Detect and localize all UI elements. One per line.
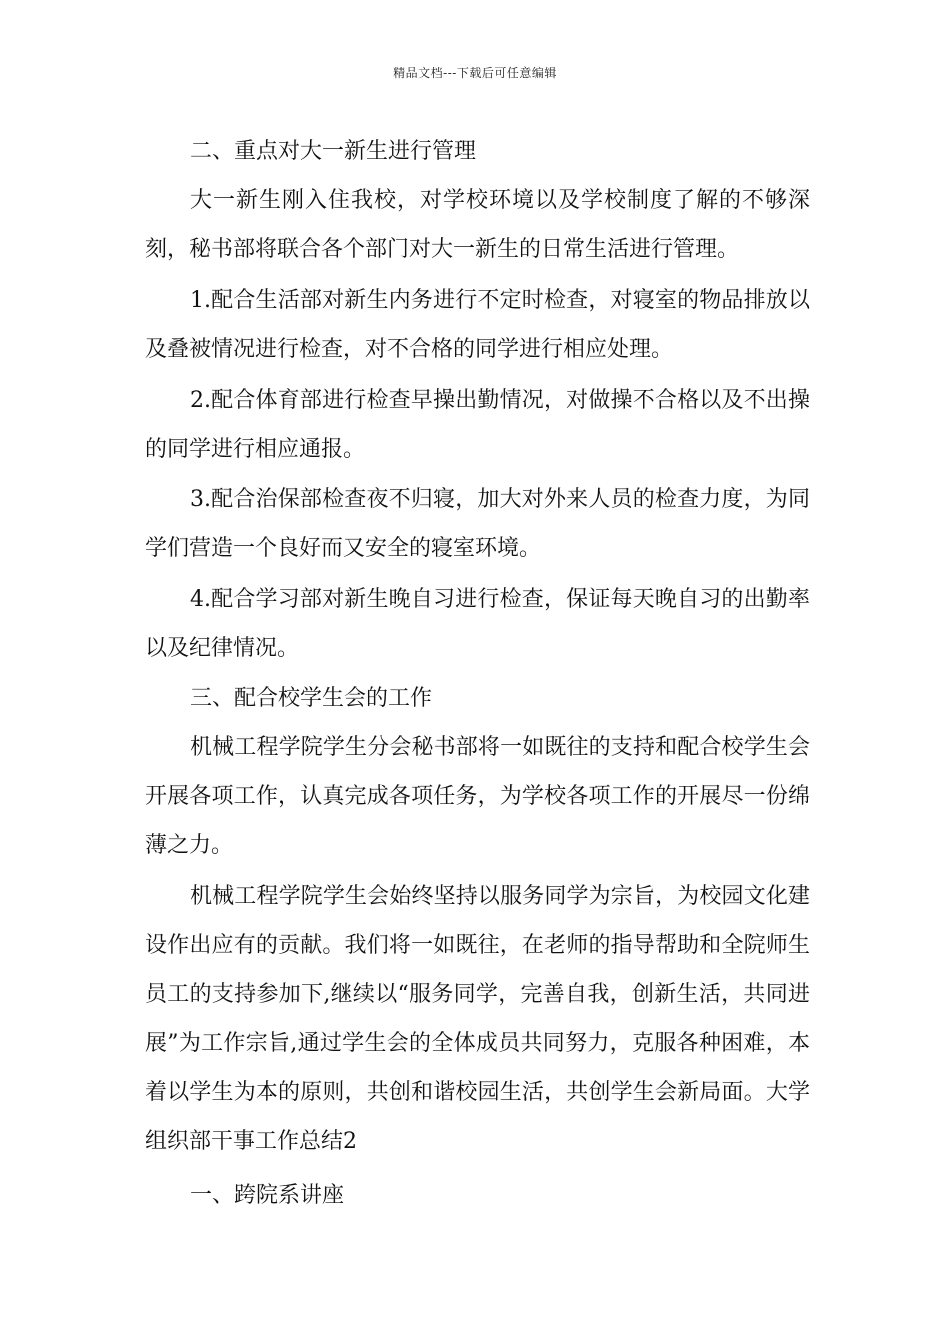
- list-item-1: 1.配合生活部对新生内务进行不定时检查，对寝室的物品排放以及叠被情况进行检查，对不合格的同学进行相应处理。: [145, 288, 810, 362]
- list-item-2: 2.配合体育部进行检查早操出勤情况，对做操不合格以及不出操的同学进行相应通报。: [145, 388, 810, 462]
- section-heading-3: 三、配合校学生会的工作: [190, 686, 433, 711]
- list-item-4: 4.配合学习部对新生晚自习进行检查，保证每天晚自习的出勤率以及纪律情况。: [145, 587, 810, 661]
- page-header: 精品文档---下载后可任意编辑: [393, 66, 557, 80]
- body-paragraph: 大一新生刚入住我校，对学校环境以及学校制度了解的不够深刻，秘书部将联合各个部门对大一新生的日常生活进行管理。: [145, 188, 810, 262]
- body-paragraph: 机械工程学院学生分会秘书部将一如既往的支持和配合校学生会开展各项工作，认真完成各项任务，为学校各项工作的开展尽一份绵薄之力。: [145, 735, 810, 858]
- list-item-3: 3.配合治保部检查夜不归寝，加大对外来人员的检查力度，为同学们营造一个良好而又安全的寝室环境。: [145, 487, 810, 561]
- section-heading-1: 一、跨院系讲座: [190, 1183, 345, 1208]
- section-heading-2: 二、重点对大一新生进行管理: [190, 139, 477, 164]
- body-paragraph: 机械工程学院学生会始终坚持以服务同学为宗旨，为校园文化建设作出应有的贡献。我们将一如既往，在老师的指导帮助和全院师生员工的支持参加下,继续以“服务同学，完善自我，创新生活，共同进展”为工作宗旨,通过学生会的全体成员共同努力，克服各种困难，本着以学生为本的原则，共创和谐校园生活，共创学生会新局面。大学组织部干事工作总结2: [145, 884, 810, 1154]
